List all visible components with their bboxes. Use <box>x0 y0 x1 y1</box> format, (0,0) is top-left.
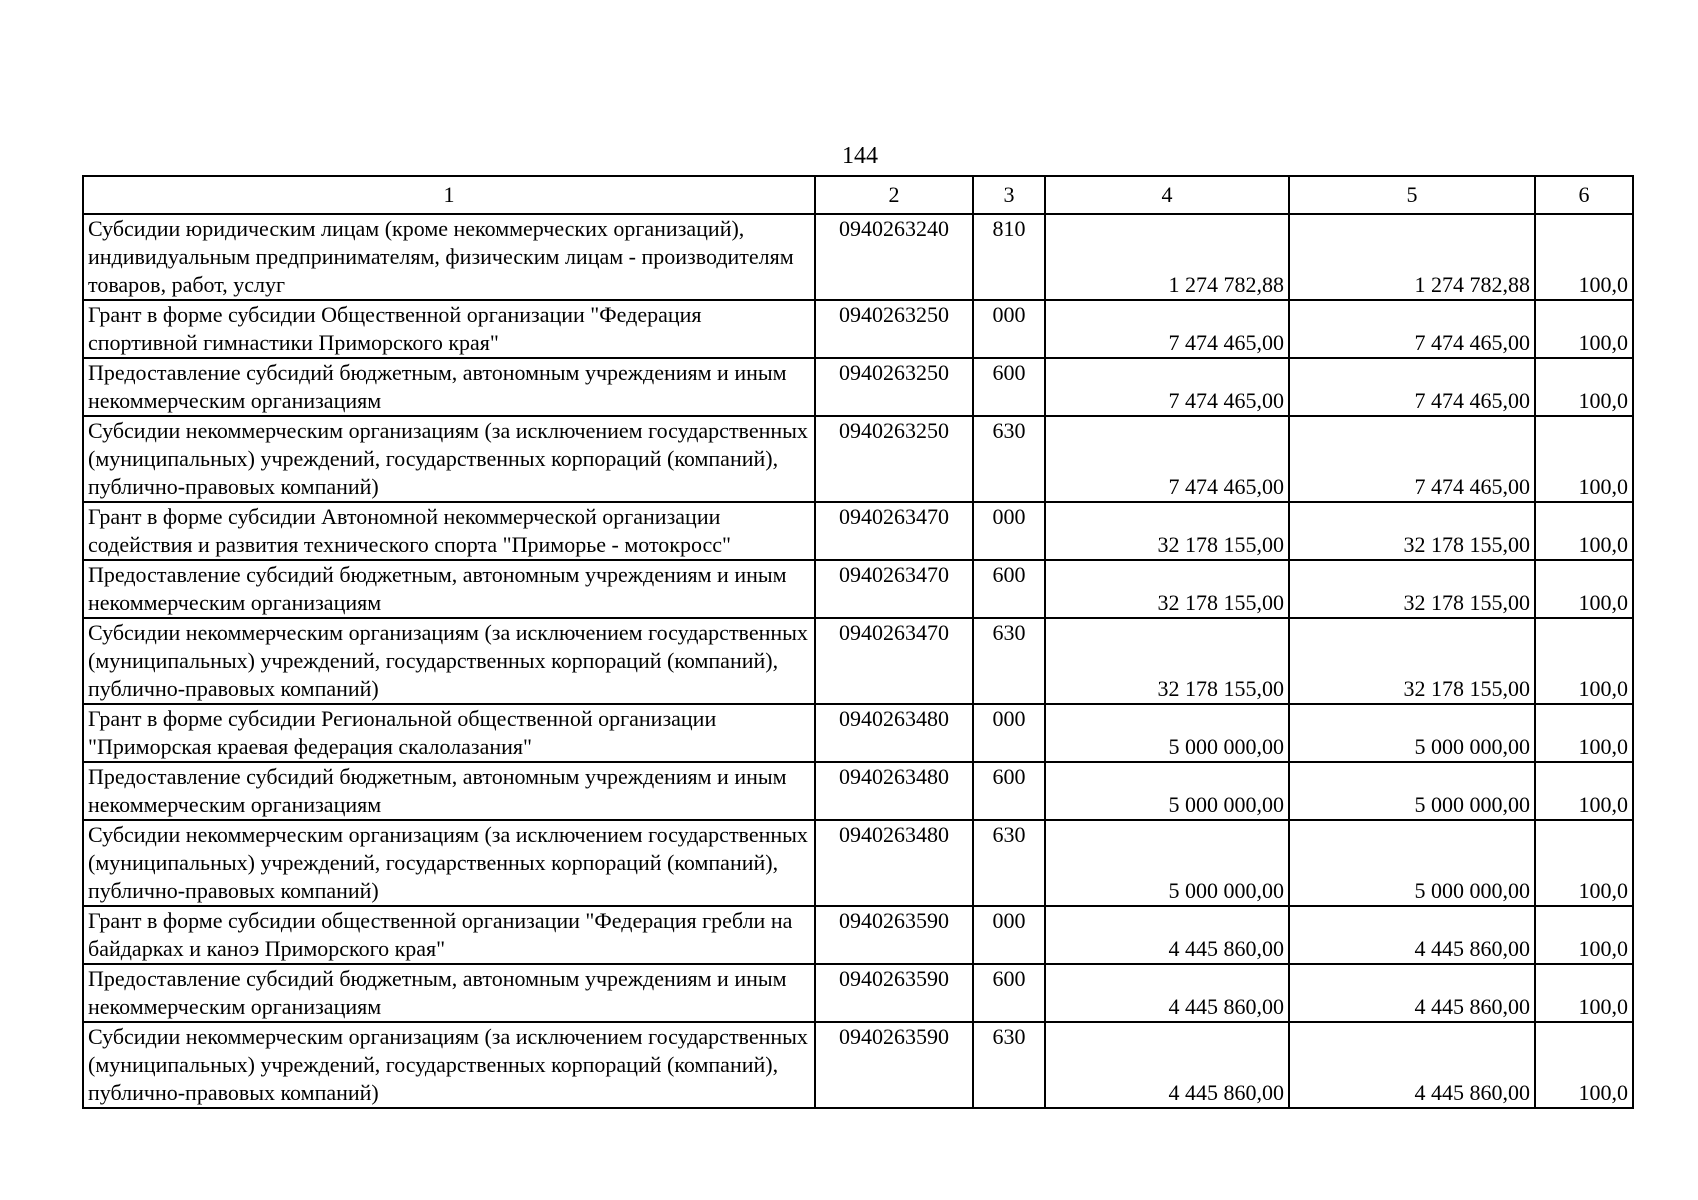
row-name: Предоставление субсидий бюджетным, автономным учреждениям и иным некоммерческим организациям <box>83 762 815 820</box>
row-plan-amount: 32 178 155,00 <box>1045 618 1289 704</box>
row-name: Грант в форме субсидии Автономной некоммерческой организации содействия и развития технического спорта "Приморье - мотокросс" <box>83 502 815 560</box>
row-fact-amount: 5 000 000,00 <box>1289 762 1535 820</box>
row-expense-type: 630 <box>973 1022 1045 1108</box>
row-target-code: 0940263470 <box>815 502 973 560</box>
row-expense-type: 810 <box>973 214 1045 300</box>
row-percent: 100,0 <box>1535 762 1633 820</box>
row-name: Предоставление субсидий бюджетным, автономным учреждениям и иным некоммерческим организациям <box>83 560 815 618</box>
row-plan-amount: 7 474 465,00 <box>1045 358 1289 416</box>
table-row <box>83 416 1633 502</box>
row-expense-type: 630 <box>973 416 1045 502</box>
row-fact-amount: 4 445 860,00 <box>1289 1022 1535 1108</box>
row-target-code: 0940263250 <box>815 300 973 358</box>
header-row <box>83 176 1633 214</box>
column-header-6: 6 <box>1535 176 1633 214</box>
row-fact-amount: 4 445 860,00 <box>1289 906 1535 964</box>
row-expense-type: 630 <box>973 820 1045 906</box>
row-expense-type: 600 <box>973 762 1045 820</box>
row-percent: 100,0 <box>1535 964 1633 1022</box>
column-header-2: 2 <box>815 176 973 214</box>
row-plan-amount: 5 000 000,00 <box>1045 704 1289 762</box>
table-row <box>83 502 1633 560</box>
table-row <box>83 1022 1633 1108</box>
row-plan-amount: 4 445 860,00 <box>1045 964 1289 1022</box>
row-percent: 100,0 <box>1535 820 1633 906</box>
row-fact-amount: 7 474 465,00 <box>1289 300 1535 358</box>
row-target-code: 0940263240 <box>815 214 973 300</box>
row-plan-amount: 4 445 860,00 <box>1045 1022 1289 1108</box>
row-plan-amount: 5 000 000,00 <box>1045 762 1289 820</box>
row-plan-amount: 32 178 155,00 <box>1045 560 1289 618</box>
row-target-code: 0940263250 <box>815 416 973 502</box>
row-fact-amount: 4 445 860,00 <box>1289 964 1535 1022</box>
table-row <box>83 964 1633 1022</box>
row-name: Предоставление субсидий бюджетным, автономным учреждениям и иным некоммерческим организациям <box>83 358 815 416</box>
row-target-code: 0940263250 <box>815 358 973 416</box>
row-percent: 100,0 <box>1535 560 1633 618</box>
row-expense-type: 000 <box>973 300 1045 358</box>
row-target-code: 0940263480 <box>815 704 973 762</box>
row-target-code: 0940263590 <box>815 906 973 964</box>
row-expense-type: 000 <box>973 704 1045 762</box>
row-plan-amount: 1 274 782,88 <box>1045 214 1289 300</box>
row-target-code: 0940263480 <box>815 820 973 906</box>
row-expense-type: 000 <box>973 502 1045 560</box>
row-plan-amount: 7 474 465,00 <box>1045 416 1289 502</box>
column-header-3: 3 <box>973 176 1045 214</box>
row-target-code: 0940263470 <box>815 560 973 618</box>
row-name: Субсидии некоммерческим организациям (за исключением государственных (муниципальных) учреждений, государственных корпораций (компаний), публично-правовых компаний) <box>83 820 815 906</box>
table-row <box>83 820 1633 906</box>
row-fact-amount: 5 000 000,00 <box>1289 704 1535 762</box>
row-fact-amount: 32 178 155,00 <box>1289 502 1535 560</box>
row-name: Грант в форме субсидии Общественной организации "Федерация спортивной гимнастики Приморского края" <box>83 300 815 358</box>
row-expense-type: 000 <box>973 906 1045 964</box>
column-header-5: 5 <box>1289 176 1535 214</box>
table-row <box>83 214 1633 300</box>
row-expense-type: 630 <box>973 618 1045 704</box>
row-percent: 100,0 <box>1535 214 1633 300</box>
row-target-code: 0940263590 <box>815 964 973 1022</box>
table-row <box>83 358 1633 416</box>
column-header-1: 1 <box>83 176 815 214</box>
table-row <box>83 762 1633 820</box>
row-percent: 100,0 <box>1535 416 1633 502</box>
row-plan-amount: 4 445 860,00 <box>1045 906 1289 964</box>
page-number: 144 <box>842 143 878 169</box>
table-row <box>83 560 1633 618</box>
row-expense-type: 600 <box>973 964 1045 1022</box>
row-percent: 100,0 <box>1535 300 1633 358</box>
row-plan-amount: 7 474 465,00 <box>1045 300 1289 358</box>
budget-table <box>82 175 1634 1109</box>
row-name: Предоставление субсидий бюджетным, автономным учреждениям и иным некоммерческим организациям <box>83 964 815 1022</box>
table-row <box>83 618 1633 704</box>
row-fact-amount: 32 178 155,00 <box>1289 618 1535 704</box>
row-fact-amount: 1 274 782,88 <box>1289 214 1535 300</box>
row-percent: 100,0 <box>1535 618 1633 704</box>
row-percent: 100,0 <box>1535 1022 1633 1108</box>
row-name: Субсидии некоммерческим организациям (за исключением государственных (муниципальных) учреждений, государственных корпораций (компаний), публично-правовых компаний) <box>83 416 815 502</box>
table-header <box>83 176 1633 214</box>
row-name: Грант в форме субсидии общественной организации "Федерация гребли на байдарках и каноэ Приморского края" <box>83 906 815 964</box>
row-percent: 100,0 <box>1535 358 1633 416</box>
row-percent: 100,0 <box>1535 906 1633 964</box>
row-expense-type: 600 <box>973 560 1045 618</box>
row-fact-amount: 7 474 465,00 <box>1289 358 1535 416</box>
table-row <box>83 300 1633 358</box>
row-name: Грант в форме субсидии Региональной общественной организации "Приморская краевая федерация скалолазания" <box>83 704 815 762</box>
row-expense-type: 600 <box>973 358 1045 416</box>
row-name: Субсидии некоммерческим организациям (за исключением государственных (муниципальных) учреждений, государственных корпораций (компаний), публично-правовых компаний) <box>83 618 815 704</box>
row-name: Субсидии юридическим лицам (кроме некоммерческих организаций), индивидуальным предпринимателям, физическим лицам - производителям товаров, работ, услуг <box>83 214 815 300</box>
column-header-4: 4 <box>1045 176 1289 214</box>
row-percent: 100,0 <box>1535 704 1633 762</box>
table-body <box>83 214 1633 1108</box>
row-name: Субсидии некоммерческим организациям (за исключением государственных (муниципальных) учреждений, государственных корпораций (компаний), публично-правовых компаний) <box>83 1022 815 1108</box>
row-plan-amount: 5 000 000,00 <box>1045 820 1289 906</box>
table-row <box>83 704 1633 762</box>
row-percent: 100,0 <box>1535 502 1633 560</box>
row-target-code: 0940263470 <box>815 618 973 704</box>
row-fact-amount: 32 178 155,00 <box>1289 560 1535 618</box>
table-row <box>83 906 1633 964</box>
row-fact-amount: 7 474 465,00 <box>1289 416 1535 502</box>
row-plan-amount: 32 178 155,00 <box>1045 502 1289 560</box>
row-target-code: 0940263480 <box>815 762 973 820</box>
row-target-code: 0940263590 <box>815 1022 973 1108</box>
row-fact-amount: 5 000 000,00 <box>1289 820 1535 906</box>
